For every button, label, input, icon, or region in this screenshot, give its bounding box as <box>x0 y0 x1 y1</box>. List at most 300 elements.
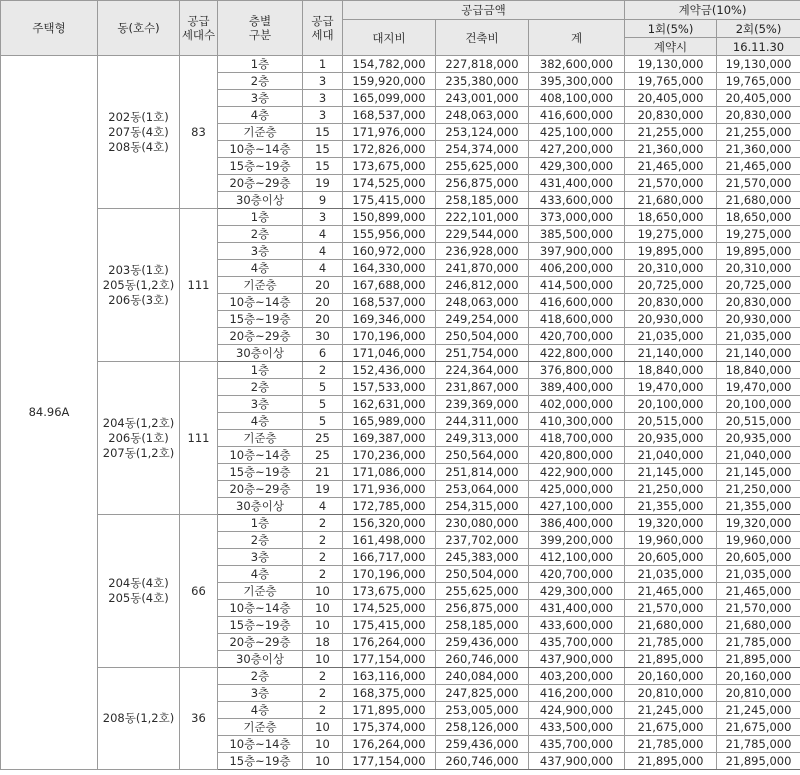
units-cell: 3 <box>303 209 343 226</box>
units-cell: 10 <box>303 753 343 770</box>
total-price-cell: 424,900,000 <box>529 702 625 719</box>
land-price-cell: 150,899,000 <box>343 209 436 226</box>
second-deposit-cell: 18,650,000 <box>717 209 800 226</box>
first-deposit-cell: 21,465,000 <box>625 583 717 600</box>
first-deposit-cell: 20,930,000 <box>625 311 717 328</box>
units-cell: 10 <box>303 651 343 668</box>
header-deposit: 계약금(10%) <box>625 1 800 20</box>
floor-cell: 4층 <box>218 107 303 124</box>
floor-cell: 20층~29층 <box>218 481 303 498</box>
land-price-cell: 177,154,000 <box>343 753 436 770</box>
building-price-cell: 255,625,000 <box>436 158 529 175</box>
land-price-cell: 157,533,000 <box>343 379 436 396</box>
floor-cell: 4층 <box>218 260 303 277</box>
second-deposit-cell: 20,515,000 <box>717 413 800 430</box>
units-cell: 15 <box>303 158 343 175</box>
total-price-cell: 406,200,000 <box>529 260 625 277</box>
building-price-cell: 250,504,000 <box>436 566 529 583</box>
second-deposit-cell: 19,130,000 <box>717 56 800 73</box>
building-price-cell: 236,928,000 <box>436 243 529 260</box>
floor-cell: 15층~19층 <box>218 311 303 328</box>
total-price-cell: 427,200,000 <box>529 141 625 158</box>
units-cell: 20 <box>303 277 343 294</box>
building-price-cell: 253,124,000 <box>436 124 529 141</box>
total-price-cell: 412,100,000 <box>529 549 625 566</box>
first-deposit-cell: 19,470,000 <box>625 379 717 396</box>
first-deposit-cell: 21,895,000 <box>625 651 717 668</box>
first-deposit-cell: 21,680,000 <box>625 617 717 634</box>
floor-cell: 2층 <box>218 532 303 549</box>
first-deposit-cell: 20,830,000 <box>625 107 717 124</box>
second-deposit-cell: 21,250,000 <box>717 481 800 498</box>
total-price-cell: 410,300,000 <box>529 413 625 430</box>
units-cell: 9 <box>303 192 343 209</box>
units-cell: 10 <box>303 719 343 736</box>
second-deposit-cell: 18,840,000 <box>717 362 800 379</box>
land-price-cell: 168,375,000 <box>343 685 436 702</box>
land-price-cell: 176,264,000 <box>343 634 436 651</box>
land-price-cell: 161,498,000 <box>343 532 436 549</box>
supply-units-cell: 111 <box>180 362 218 515</box>
second-deposit-cell: 20,160,000 <box>717 668 800 685</box>
second-deposit-cell: 20,930,000 <box>717 311 800 328</box>
floor-cell: 30층이상 <box>218 345 303 362</box>
first-deposit-cell: 21,465,000 <box>625 158 717 175</box>
first-deposit-cell: 21,355,000 <box>625 498 717 515</box>
total-price-cell: 429,300,000 <box>529 158 625 175</box>
second-deposit-cell: 20,605,000 <box>717 549 800 566</box>
land-price-cell: 171,086,000 <box>343 464 436 481</box>
table-header <box>1 1 800 56</box>
floor-cell: 기준층 <box>218 124 303 141</box>
second-deposit-cell: 20,810,000 <box>717 685 800 702</box>
floor-cell: 3층 <box>218 549 303 566</box>
second-deposit-cell: 21,465,000 <box>717 158 800 175</box>
header-units: 공급 세대 <box>303 1 343 56</box>
floor-cell: 20층~29층 <box>218 328 303 345</box>
first-deposit-cell: 19,895,000 <box>625 243 717 260</box>
total-price-cell: 431,400,000 <box>529 175 625 192</box>
units-cell: 4 <box>303 226 343 243</box>
floor-cell: 1층 <box>218 362 303 379</box>
building-price-cell: 260,746,000 <box>436 651 529 668</box>
first-deposit-cell: 18,840,000 <box>625 362 717 379</box>
table-row <box>1 515 800 532</box>
second-deposit-cell: 21,035,000 <box>717 566 800 583</box>
units-cell: 20 <box>303 311 343 328</box>
building-price-cell: 258,126,000 <box>436 719 529 736</box>
second-deposit-cell: 19,960,000 <box>717 532 800 549</box>
first-deposit-cell: 21,035,000 <box>625 566 717 583</box>
floor-cell: 20층~29층 <box>218 175 303 192</box>
table-row <box>1 668 800 685</box>
table-row <box>1 209 800 226</box>
second-deposit-cell: 21,895,000 <box>717 651 800 668</box>
floor-cell: 1층 <box>218 515 303 532</box>
second-deposit-cell: 21,570,000 <box>717 600 800 617</box>
header-land: 대지비 <box>343 20 436 56</box>
total-price-cell: 429,300,000 <box>529 583 625 600</box>
total-price-cell: 408,100,000 <box>529 90 625 107</box>
first-deposit-cell: 20,830,000 <box>625 294 717 311</box>
units-cell: 3 <box>303 107 343 124</box>
first-deposit-cell: 18,650,000 <box>625 209 717 226</box>
units-cell: 5 <box>303 413 343 430</box>
floor-cell: 3층 <box>218 685 303 702</box>
floor-cell: 1층 <box>218 56 303 73</box>
header-second-installment: 2회(5%) <box>717 20 800 38</box>
units-cell: 3 <box>303 73 343 90</box>
building-price-cell: 253,064,000 <box>436 481 529 498</box>
building-price-cell: 251,754,000 <box>436 345 529 362</box>
land-price-cell: 172,785,000 <box>343 498 436 515</box>
second-deposit-cell: 20,830,000 <box>717 107 800 124</box>
units-cell: 18 <box>303 634 343 651</box>
total-price-cell: 385,500,000 <box>529 226 625 243</box>
building-price-cell: 244,311,000 <box>436 413 529 430</box>
header-first-when: 계약시 <box>625 38 717 56</box>
total-price-cell: 414,500,000 <box>529 277 625 294</box>
total-price-cell: 416,600,000 <box>529 107 625 124</box>
total-price-cell: 420,700,000 <box>529 566 625 583</box>
land-price-cell: 173,675,000 <box>343 158 436 175</box>
total-price-cell: 402,000,000 <box>529 396 625 413</box>
total-price-cell: 373,000,000 <box>529 209 625 226</box>
header-supply-amount: 공급금액 <box>343 1 625 20</box>
building-price-cell: 250,504,000 <box>436 328 529 345</box>
units-cell: 2 <box>303 549 343 566</box>
land-price-cell: 173,675,000 <box>343 583 436 600</box>
total-price-cell: 427,100,000 <box>529 498 625 515</box>
floor-cell: 3층 <box>218 243 303 260</box>
units-cell: 10 <box>303 617 343 634</box>
first-deposit-cell: 21,040,000 <box>625 447 717 464</box>
units-cell: 4 <box>303 260 343 277</box>
first-deposit-cell: 20,810,000 <box>625 685 717 702</box>
land-price-cell: 159,920,000 <box>343 73 436 90</box>
units-cell: 5 <box>303 379 343 396</box>
header-second-when: 16.11.30 <box>717 38 800 56</box>
building-price-cell: 260,746,000 <box>436 753 529 770</box>
second-deposit-cell: 20,310,000 <box>717 260 800 277</box>
second-deposit-cell: 21,680,000 <box>717 617 800 634</box>
building-price-cell: 256,875,000 <box>436 600 529 617</box>
building-price-cell: 247,825,000 <box>436 685 529 702</box>
floor-cell: 4층 <box>218 702 303 719</box>
building-price-cell: 229,544,000 <box>436 226 529 243</box>
land-price-cell: 160,972,000 <box>343 243 436 260</box>
second-deposit-cell: 19,320,000 <box>717 515 800 532</box>
units-cell: 19 <box>303 481 343 498</box>
total-price-cell: 399,200,000 <box>529 532 625 549</box>
first-deposit-cell: 21,895,000 <box>625 753 717 770</box>
building-price-cell: 224,364,000 <box>436 362 529 379</box>
land-price-cell: 163,116,000 <box>343 668 436 685</box>
floor-cell: 15층~19층 <box>218 617 303 634</box>
total-price-cell: 386,400,000 <box>529 515 625 532</box>
building-price-cell: 246,812,000 <box>436 277 529 294</box>
building-price-cell: 241,870,000 <box>436 260 529 277</box>
first-deposit-cell: 19,275,000 <box>625 226 717 243</box>
first-deposit-cell: 21,570,000 <box>625 600 717 617</box>
units-cell: 4 <box>303 498 343 515</box>
second-deposit-cell: 20,100,000 <box>717 396 800 413</box>
housing-type-cell: 84.96A <box>1 56 98 770</box>
land-price-cell: 166,717,000 <box>343 549 436 566</box>
second-deposit-cell: 19,470,000 <box>717 379 800 396</box>
first-deposit-cell: 21,255,000 <box>625 124 717 141</box>
total-price-cell: 433,600,000 <box>529 192 625 209</box>
first-deposit-cell: 20,160,000 <box>625 668 717 685</box>
total-price-cell: 420,700,000 <box>529 328 625 345</box>
first-deposit-cell: 20,935,000 <box>625 430 717 447</box>
floor-cell: 10층~14층 <box>218 600 303 617</box>
building-price-cell: 248,063,000 <box>436 107 529 124</box>
building-price-cell: 249,313,000 <box>436 430 529 447</box>
first-deposit-cell: 20,405,000 <box>625 90 717 107</box>
floor-cell: 10층~14층 <box>218 294 303 311</box>
first-deposit-cell: 21,140,000 <box>625 345 717 362</box>
dong-cell: 204동(1,2호) 206동(1호) 207동(1,2호) <box>98 362 180 515</box>
floor-cell: 15층~19층 <box>218 158 303 175</box>
second-deposit-cell: 20,935,000 <box>717 430 800 447</box>
first-deposit-cell: 19,960,000 <box>625 532 717 549</box>
land-price-cell: 174,525,000 <box>343 175 436 192</box>
building-price-cell: 239,369,000 <box>436 396 529 413</box>
first-deposit-cell: 21,245,000 <box>625 702 717 719</box>
second-deposit-cell: 20,725,000 <box>717 277 800 294</box>
second-deposit-cell: 20,830,000 <box>717 294 800 311</box>
second-deposit-cell: 21,035,000 <box>717 328 800 345</box>
second-deposit-cell: 21,255,000 <box>717 124 800 141</box>
second-deposit-cell: 21,465,000 <box>717 583 800 600</box>
dong-cell: 203동(1호) 205동(1,2호) 206동(3호) <box>98 209 180 362</box>
floor-cell: 2층 <box>218 226 303 243</box>
units-cell: 25 <box>303 430 343 447</box>
building-price-cell: 249,254,000 <box>436 311 529 328</box>
units-cell: 10 <box>303 736 343 753</box>
building-price-cell: 227,818,000 <box>436 56 529 73</box>
header-building: 건축비 <box>436 20 529 56</box>
total-price-cell: 389,400,000 <box>529 379 625 396</box>
floor-cell: 2층 <box>218 668 303 685</box>
land-price-cell: 156,320,000 <box>343 515 436 532</box>
floor-cell: 30층이상 <box>218 192 303 209</box>
first-deposit-cell: 21,145,000 <box>625 464 717 481</box>
land-price-cell: 175,415,000 <box>343 617 436 634</box>
units-cell: 2 <box>303 532 343 549</box>
building-price-cell: 237,702,000 <box>436 532 529 549</box>
land-price-cell: 165,989,000 <box>343 413 436 430</box>
units-cell: 20 <box>303 294 343 311</box>
total-price-cell: 431,400,000 <box>529 600 625 617</box>
building-price-cell: 250,564,000 <box>436 447 529 464</box>
header-floor: 층별 구분 <box>218 1 303 56</box>
land-price-cell: 165,099,000 <box>343 90 436 107</box>
floor-cell: 2층 <box>218 73 303 90</box>
second-deposit-cell: 19,895,000 <box>717 243 800 260</box>
units-cell: 2 <box>303 668 343 685</box>
supply-units-cell: 36 <box>180 668 218 770</box>
first-deposit-cell: 21,680,000 <box>625 192 717 209</box>
building-price-cell: 255,625,000 <box>436 583 529 600</box>
land-price-cell: 171,046,000 <box>343 345 436 362</box>
total-price-cell: 425,000,000 <box>529 481 625 498</box>
header-supply-units: 공급 세대수 <box>180 1 218 56</box>
floor-cell: 10층~14층 <box>218 141 303 158</box>
units-cell: 1 <box>303 56 343 73</box>
floor-cell: 10층~14층 <box>218 736 303 753</box>
first-deposit-cell: 21,360,000 <box>625 141 717 158</box>
land-price-cell: 168,537,000 <box>343 294 436 311</box>
second-deposit-cell: 21,785,000 <box>717 634 800 651</box>
total-price-cell: 437,900,000 <box>529 753 625 770</box>
floor-cell: 4층 <box>218 413 303 430</box>
total-price-cell: 418,700,000 <box>529 430 625 447</box>
supply-units-cell: 111 <box>180 209 218 362</box>
floor-cell: 15층~19층 <box>218 464 303 481</box>
land-price-cell: 170,196,000 <box>343 328 436 345</box>
floor-cell: 3층 <box>218 396 303 413</box>
second-deposit-cell: 19,275,000 <box>717 226 800 243</box>
units-cell: 5 <box>303 396 343 413</box>
building-price-cell: 248,063,000 <box>436 294 529 311</box>
second-deposit-cell: 21,245,000 <box>717 702 800 719</box>
land-price-cell: 162,631,000 <box>343 396 436 413</box>
units-cell: 2 <box>303 515 343 532</box>
units-cell: 2 <box>303 566 343 583</box>
dong-cell: 202동(1호) 207동(4호) 208동(4호) <box>98 56 180 209</box>
first-deposit-cell: 21,250,000 <box>625 481 717 498</box>
table-row <box>1 362 800 379</box>
second-deposit-cell: 21,895,000 <box>717 753 800 770</box>
land-price-cell: 177,154,000 <box>343 651 436 668</box>
building-price-cell: 254,374,000 <box>436 141 529 158</box>
land-price-cell: 169,387,000 <box>343 430 436 447</box>
first-deposit-cell: 20,310,000 <box>625 260 717 277</box>
floor-cell: 3층 <box>218 90 303 107</box>
floor-cell: 30층이상 <box>218 498 303 515</box>
first-deposit-cell: 21,035,000 <box>625 328 717 345</box>
units-cell: 2 <box>303 362 343 379</box>
second-deposit-cell: 21,360,000 <box>717 141 800 158</box>
building-price-cell: 243,001,000 <box>436 90 529 107</box>
building-price-cell: 251,814,000 <box>436 464 529 481</box>
floor-cell: 10층~14층 <box>218 447 303 464</box>
total-price-cell: 425,100,000 <box>529 124 625 141</box>
floor-cell: 30층이상 <box>218 651 303 668</box>
total-price-cell: 418,600,000 <box>529 311 625 328</box>
units-cell: 25 <box>303 447 343 464</box>
first-deposit-cell: 21,785,000 <box>625 736 717 753</box>
second-deposit-cell: 20,405,000 <box>717 90 800 107</box>
first-deposit-cell: 20,605,000 <box>625 549 717 566</box>
header-first-installment: 1회(5%) <box>625 20 717 38</box>
building-price-cell: 258,185,000 <box>436 617 529 634</box>
floor-cell: 20층~29층 <box>218 634 303 651</box>
building-price-cell: 259,436,000 <box>436 736 529 753</box>
floor-cell: 1층 <box>218 209 303 226</box>
header-total: 계 <box>529 20 625 56</box>
total-price-cell: 433,500,000 <box>529 719 625 736</box>
land-price-cell: 171,976,000 <box>343 124 436 141</box>
second-deposit-cell: 21,140,000 <box>717 345 800 362</box>
supply-units-cell: 66 <box>180 515 218 668</box>
second-deposit-cell: 21,145,000 <box>717 464 800 481</box>
total-price-cell: 435,700,000 <box>529 736 625 753</box>
dong-cell: 208동(1,2호) <box>98 668 180 770</box>
floor-cell: 15층~19층 <box>218 753 303 770</box>
floor-cell: 2층 <box>218 379 303 396</box>
second-deposit-cell: 21,785,000 <box>717 736 800 753</box>
land-price-cell: 164,330,000 <box>343 260 436 277</box>
building-price-cell: 240,084,000 <box>436 668 529 685</box>
total-price-cell: 416,600,000 <box>529 294 625 311</box>
land-price-cell: 152,436,000 <box>343 362 436 379</box>
dong-cell: 204동(4호) 205동(4호) <box>98 515 180 668</box>
units-cell: 10 <box>303 600 343 617</box>
first-deposit-cell: 21,675,000 <box>625 719 717 736</box>
land-price-cell: 171,936,000 <box>343 481 436 498</box>
building-price-cell: 256,875,000 <box>436 175 529 192</box>
first-deposit-cell: 19,130,000 <box>625 56 717 73</box>
total-price-cell: 395,300,000 <box>529 73 625 90</box>
second-deposit-cell: 19,765,000 <box>717 73 800 90</box>
units-cell: 2 <box>303 702 343 719</box>
building-price-cell: 222,101,000 <box>436 209 529 226</box>
units-cell: 6 <box>303 345 343 362</box>
second-deposit-cell: 21,680,000 <box>717 192 800 209</box>
land-price-cell: 171,895,000 <box>343 702 436 719</box>
building-price-cell: 245,383,000 <box>436 549 529 566</box>
total-price-cell: 416,200,000 <box>529 685 625 702</box>
land-price-cell: 154,782,000 <box>343 56 436 73</box>
first-deposit-cell: 20,725,000 <box>625 277 717 294</box>
total-price-cell: 422,900,000 <box>529 464 625 481</box>
supply-units-cell: 83 <box>180 56 218 209</box>
building-price-cell: 258,185,000 <box>436 192 529 209</box>
units-cell: 21 <box>303 464 343 481</box>
total-price-cell: 422,800,000 <box>529 345 625 362</box>
units-cell: 3 <box>303 90 343 107</box>
second-deposit-cell: 21,040,000 <box>717 447 800 464</box>
units-cell: 2 <box>303 685 343 702</box>
land-price-cell: 155,956,000 <box>343 226 436 243</box>
first-deposit-cell: 19,765,000 <box>625 73 717 90</box>
units-cell: 4 <box>303 243 343 260</box>
table-row <box>1 56 800 73</box>
floor-cell: 기준층 <box>218 277 303 294</box>
land-price-cell: 175,415,000 <box>343 192 436 209</box>
land-price-cell: 168,537,000 <box>343 107 436 124</box>
total-price-cell: 403,200,000 <box>529 668 625 685</box>
first-deposit-cell: 21,570,000 <box>625 175 717 192</box>
land-price-cell: 174,525,000 <box>343 600 436 617</box>
total-price-cell: 397,900,000 <box>529 243 625 260</box>
floor-cell: 기준층 <box>218 583 303 600</box>
first-deposit-cell: 20,100,000 <box>625 396 717 413</box>
land-price-cell: 170,196,000 <box>343 566 436 583</box>
land-price-cell: 172,826,000 <box>343 141 436 158</box>
header-dong: 동(호수) <box>98 1 180 56</box>
second-deposit-cell: 21,570,000 <box>717 175 800 192</box>
second-deposit-cell: 21,355,000 <box>717 498 800 515</box>
land-price-cell: 176,264,000 <box>343 736 436 753</box>
units-cell: 15 <box>303 141 343 158</box>
first-deposit-cell: 20,515,000 <box>625 413 717 430</box>
land-price-cell: 169,346,000 <box>343 311 436 328</box>
second-deposit-cell: 21,675,000 <box>717 719 800 736</box>
